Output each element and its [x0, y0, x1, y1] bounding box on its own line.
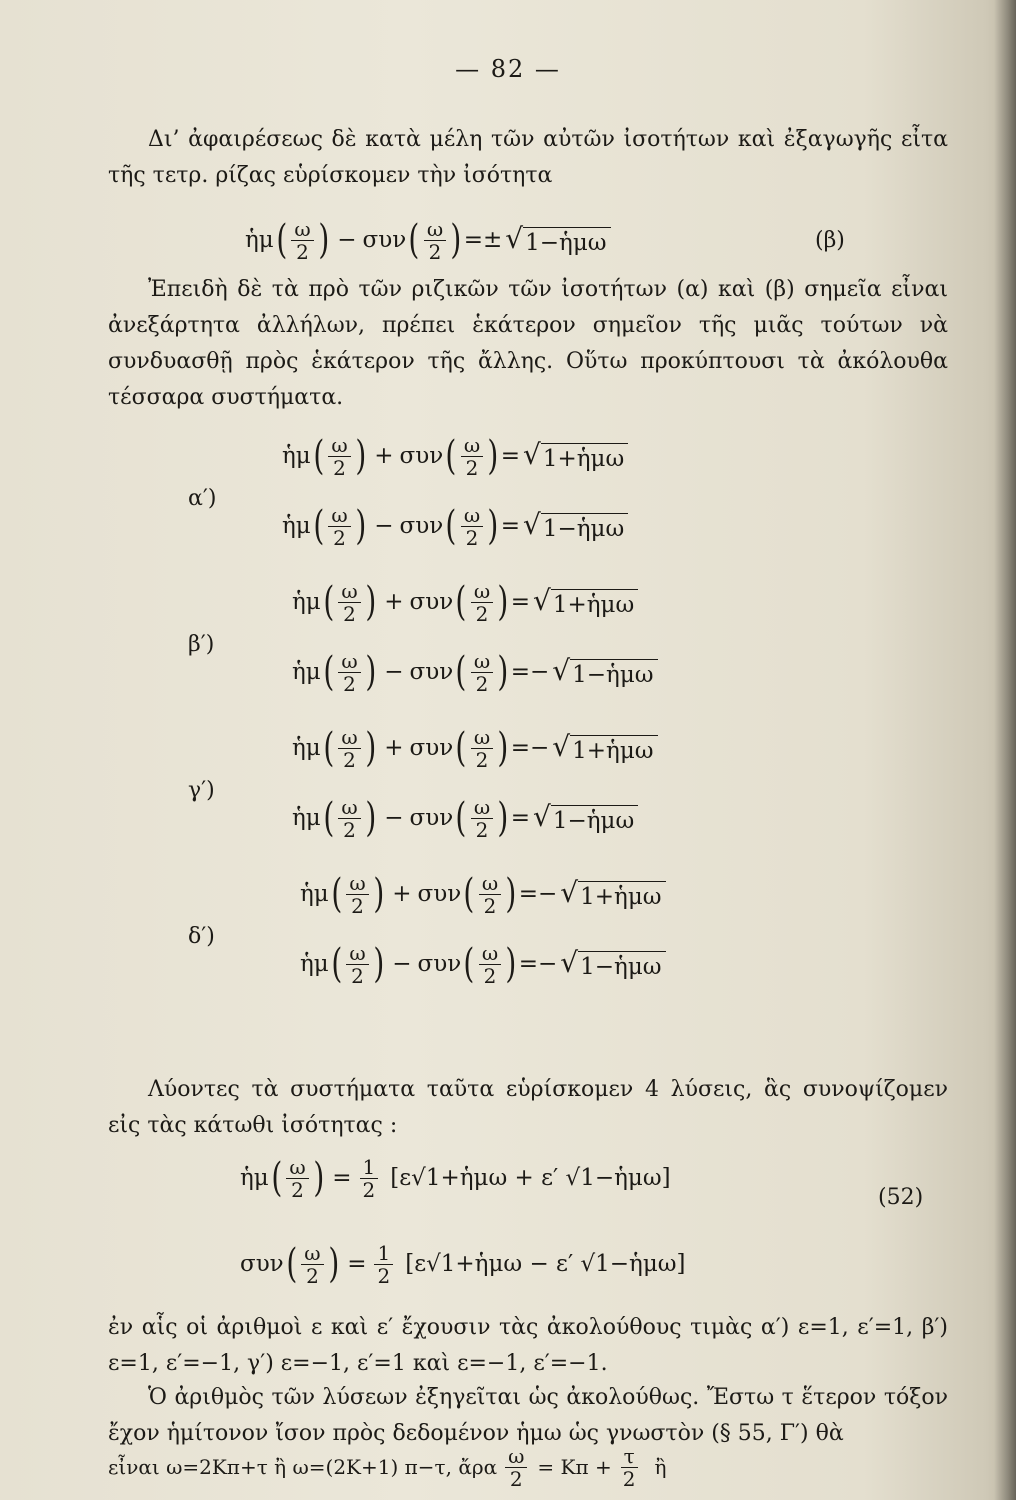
- paren-open: (: [455, 649, 467, 695]
- fraction-denominator: 2: [475, 671, 489, 696]
- square-root: [533, 802, 638, 834]
- paren-close: ): [497, 579, 509, 625]
- fraction-numerator: ω: [479, 942, 501, 965]
- paren-close: ): [364, 579, 376, 625]
- paren-open: (: [313, 503, 325, 549]
- fraction-denominator: 2: [475, 747, 489, 772]
- fraction-numerator: ω: [471, 726, 493, 749]
- fraction-numerator: 1: [374, 1242, 393, 1265]
- fraction-numerator: ω: [346, 942, 368, 965]
- fraction-denominator: 2: [475, 601, 489, 626]
- paren-open: (: [323, 725, 335, 771]
- paren-open: (: [455, 579, 467, 625]
- radical-icon: √: [552, 654, 571, 687]
- fraction-omega-half: [346, 942, 368, 987]
- paren-close: ): [450, 217, 462, 263]
- fraction-omega-half: [461, 434, 483, 479]
- radicand: 1−ἡμω: [523, 227, 610, 256]
- system-equation: [0, 498, 1016, 554]
- fraction-omega-half: [338, 650, 360, 695]
- fraction-denominator: 2: [428, 239, 442, 264]
- fraction-numerator: ω: [471, 796, 493, 819]
- cos-symbol: συν: [409, 735, 454, 761]
- paren-open: (: [331, 941, 343, 987]
- fraction-omega-half: [338, 796, 360, 841]
- fraction-denominator: 2: [343, 747, 356, 772]
- fraction-omega-half: [471, 796, 493, 841]
- paren-close: ): [372, 941, 384, 987]
- paragraph-epsilon-values: ἐν αἷς οἱ ἀριθμοὶ ε καὶ ε′ ἔχουσιν τὰς ἀκολούθους τιμὰς α′) ε=1, ε′=1, β′) ε=1, ε′=−1, γ′) ε=−1, ε′=1 καὶ ε=−1, ε′=−1.: [108, 1315, 948, 1376]
- fraction-numerator: ω: [338, 726, 360, 749]
- equation-label: (β): [815, 227, 845, 253]
- system-label: α′): [188, 486, 217, 511]
- fraction-omega-half: [346, 872, 368, 917]
- fraction-numerator: ω: [461, 434, 483, 457]
- paren-close: ): [364, 795, 376, 841]
- paren-close: ): [372, 871, 384, 917]
- fraction-omega-half: [328, 504, 350, 549]
- sin-symbol: ἡμ: [300, 881, 329, 907]
- cos-symbol: συν: [409, 589, 454, 615]
- cos-symbol: συν: [409, 805, 454, 831]
- fraction-denominator: 2: [291, 1177, 304, 1202]
- final-line-prefix: εἶναι ω=2Κπ+τ ἢ ω=(2Κ+1) π−τ, ἄρα: [108, 1455, 498, 1479]
- fraction-omega-half: [505, 1445, 527, 1490]
- equation-body: [292, 720, 658, 776]
- fraction-numerator: ω: [328, 434, 350, 457]
- system-label: γ′): [188, 778, 215, 803]
- system-label: δ′): [188, 924, 215, 949]
- system-equation: [0, 574, 1016, 630]
- operator-sign: −: [384, 805, 404, 831]
- fraction-denominator: 2: [475, 817, 489, 842]
- fraction-numerator: ω: [479, 872, 501, 895]
- relation-sign: =−: [510, 735, 550, 761]
- relation-sign: =−: [518, 951, 558, 977]
- paragraph-intro: Δι’ ἀφαιρέσεως δὲ κατὰ μέλη τῶν αὐτῶν ἰσοτήτων καὶ ἐξαγωγῆς εἶτα τῆς τετρ. ρίζας εὑρίσκομεν τὴν ἰσότητα: [108, 127, 948, 188]
- paren-open: (: [271, 1155, 283, 1201]
- paren-open: (: [313, 433, 325, 479]
- radicand: 1−ἡμω: [541, 513, 628, 542]
- sin-symbol: ἡμ: [282, 513, 311, 539]
- fraction-one-half: [374, 1242, 393, 1287]
- sin-symbol: ἡμ: [292, 589, 321, 615]
- sin-symbol: ἡμ: [245, 227, 274, 253]
- paragraph-systems-intro: Ἐπειδὴ δὲ τὰ πρὸ τῶν ριζικῶν τῶν ἰσοτήτων (α) καὶ (β) σημεῖα εἶναι ἀνεξάρτητα ἀλλήλων, πρέπει ἑκάτερον σημεῖον τῆς μιᾶς τούτων νὰ συνδυασθῇ πρὸς ἑκάτερον τῆς ἄλλης. Οὕτω προκύπτουσι τὰ ἀκόλουθα τέσσαρα συστήματα.: [108, 277, 948, 410]
- square-root: [533, 586, 638, 618]
- sin-symbol: ἡμ: [292, 659, 321, 685]
- operator-sign: +: [384, 735, 404, 761]
- fraction-omega-half: [291, 218, 313, 263]
- final-line-mid: = Κπ +: [537, 1455, 612, 1479]
- cos-symbol: συν: [362, 227, 407, 253]
- radical-icon: √: [560, 946, 579, 979]
- system-equation: [0, 936, 1016, 992]
- sin-symbol: ἡμ: [292, 735, 321, 761]
- radicand: 1+ἡμω: [551, 589, 638, 618]
- paren-open: (: [323, 795, 335, 841]
- system-equation: [0, 644, 1016, 700]
- paren-open: (: [323, 579, 335, 625]
- fraction-numerator: ω: [471, 580, 493, 603]
- relation-sign: =: [510, 805, 531, 831]
- paren-close: ): [354, 503, 366, 549]
- equation-body: [292, 790, 638, 846]
- fraction-tau-half: [620, 1445, 639, 1490]
- relation-sign: =: [500, 513, 521, 539]
- paren-close: ): [327, 1241, 339, 1287]
- fraction-numerator: 1: [360, 1156, 379, 1179]
- paren-open: (: [463, 871, 475, 917]
- equation-body: [292, 574, 638, 630]
- fraction-numerator: ω: [301, 1242, 323, 1265]
- fraction-denominator: 2: [306, 1263, 319, 1288]
- paren-open: (: [445, 503, 457, 549]
- fraction-omega-half: [471, 650, 493, 695]
- radicand: 1+ἡμω: [570, 735, 657, 764]
- fraction-numerator: ω: [505, 1445, 527, 1468]
- fraction-denominator: 2: [343, 817, 356, 842]
- fraction-one-half: [360, 1156, 379, 1201]
- fraction-denominator: 2: [622, 1466, 636, 1491]
- fraction-denominator: 2: [343, 601, 356, 626]
- equation-52-sin: [0, 1150, 1016, 1206]
- radical-icon: √: [533, 800, 551, 833]
- fraction-omega-half: [286, 1156, 308, 1201]
- fraction-omega-half: [328, 434, 350, 479]
- equation-52-cos: [0, 1236, 1016, 1292]
- fraction-numerator: ω: [328, 504, 350, 527]
- paren-open: (: [455, 795, 467, 841]
- equation-body: [282, 428, 628, 484]
- fraction-denominator: 2: [483, 963, 497, 988]
- fraction-denominator: 2: [296, 239, 309, 264]
- fraction-denominator: 2: [333, 525, 346, 550]
- operator-sign: +: [374, 443, 394, 469]
- fraction-numerator: ω: [338, 796, 360, 819]
- minus-sign: −: [337, 227, 357, 253]
- fraction-numerator: ω: [471, 650, 493, 673]
- paragraph-explanation: Ὁ ἀριθμὸς τῶν λύσεων ἐξηγεῖται ὡς ἀκολούθως. Ἔστω τ ἕτερον τόξον ἔχον ἡμίτονον ἴσον πρὸς δεδομένον ἡμω ὡς γνωστὸν (§ 55, Γ′) θὰ: [108, 1385, 948, 1446]
- equation-body: [292, 644, 658, 700]
- square-root: [552, 732, 657, 764]
- system-label: β′): [188, 632, 215, 657]
- paren-close: ): [364, 649, 376, 695]
- operator-sign: +: [384, 589, 404, 615]
- fraction-omega-half: [424, 218, 446, 263]
- cos-symbol: συν: [417, 951, 462, 977]
- bracket-expression: [ε√1+ἡμω − ε′ √1−ἡμω]: [405, 1251, 686, 1277]
- fraction-omega-half: [338, 726, 360, 771]
- fraction-numerator: ω: [338, 580, 360, 603]
- fraction-numerator: ω: [346, 872, 368, 895]
- radical-icon: √: [533, 584, 551, 617]
- bracket-expression: [ε√1+ἡμω + ε′ √1−ἡμω]: [390, 1165, 671, 1191]
- system-equation: [0, 866, 1016, 922]
- paren-open: (: [276, 217, 288, 263]
- fraction-numerator: ω: [338, 650, 360, 673]
- paragraph-solutions: Λύοντες τὰ συστήματα ταῦτα εὑρίσκομεν 4 λύσεις, ἃς συνοψίζομεν εἰς τὰς κάτωθι ἰσότητας :: [108, 1077, 948, 1138]
- final-line: [108, 1445, 968, 1489]
- equation-label: (52): [878, 1185, 924, 1210]
- fraction-omega-half: [471, 580, 493, 625]
- equation-beta: [0, 212, 1016, 268]
- equals-plus-minus: =±: [463, 227, 503, 253]
- fraction-denominator: 2: [333, 455, 346, 480]
- final-line-end: ἢ: [654, 1455, 667, 1479]
- cos-symbol: συν: [240, 1251, 284, 1277]
- fraction-omega-half: [471, 726, 493, 771]
- fraction-denominator: 2: [509, 1466, 523, 1491]
- cos-symbol: συν: [399, 443, 444, 469]
- operator-sign: +: [392, 881, 412, 907]
- square-root: [552, 656, 657, 688]
- paren-open: (: [323, 649, 335, 695]
- page-number: — 82 —: [455, 55, 561, 83]
- square-root: [560, 878, 665, 910]
- paren-close: ): [312, 1155, 324, 1201]
- equals-sign: =: [332, 1165, 352, 1191]
- fraction-denominator: 2: [377, 1263, 391, 1288]
- relation-sign: =−: [518, 881, 558, 907]
- paren-close: ): [497, 649, 509, 695]
- radicand: 1+ἡμω: [578, 881, 665, 910]
- paren-open: (: [463, 941, 475, 987]
- radicand: 1+ἡμω: [541, 443, 628, 472]
- sin-symbol: ἡμ: [240, 1165, 269, 1191]
- square-root: [523, 440, 628, 472]
- operator-sign: −: [374, 513, 394, 539]
- system-equation: [0, 720, 1016, 776]
- paren-close: ): [505, 871, 517, 917]
- relation-sign: =: [510, 589, 531, 615]
- fraction-numerator: ω: [286, 1156, 308, 1179]
- paren-open: (: [408, 217, 420, 263]
- fraction-denominator: 2: [362, 1177, 376, 1202]
- square-root: [505, 224, 610, 256]
- relation-sign: =: [500, 443, 521, 469]
- radical-icon: √: [523, 438, 541, 471]
- fraction-omega-half: [479, 872, 501, 917]
- fraction-denominator: 2: [483, 893, 497, 918]
- fraction-denominator: 2: [351, 963, 364, 988]
- fraction-numerator: ω: [291, 218, 313, 241]
- radical-icon: √: [505, 222, 524, 255]
- square-root: [523, 510, 628, 542]
- paren-close: ): [497, 725, 509, 771]
- paren-close: ): [364, 725, 376, 771]
- paren-close: ): [505, 941, 517, 987]
- fraction-omega-half: [338, 580, 360, 625]
- radicand: 1−ἡμω: [570, 659, 657, 688]
- square-root: [560, 948, 665, 980]
- fraction-numerator: ω: [461, 504, 483, 527]
- operator-sign: −: [392, 951, 412, 977]
- cos-symbol: συν: [409, 659, 454, 685]
- fraction-denominator: 2: [343, 671, 356, 696]
- system-equation: [0, 428, 1016, 484]
- cos-symbol: συν: [399, 513, 444, 539]
- paren-close: ): [487, 433, 499, 479]
- radical-icon: √: [560, 876, 579, 909]
- fraction-numerator: ω: [424, 218, 446, 241]
- sin-symbol: ἡμ: [282, 443, 311, 469]
- paren-close: ): [487, 503, 499, 549]
- relation-sign: =−: [510, 659, 550, 685]
- equation-body: [282, 498, 628, 554]
- fraction-denominator: 2: [351, 893, 364, 918]
- fraction-omega-half: [301, 1242, 323, 1287]
- sin-symbol: ἡμ: [292, 805, 321, 831]
- paren-open: (: [445, 433, 457, 479]
- fraction-omega-half: [461, 504, 483, 549]
- paren-open: (: [286, 1241, 297, 1287]
- fraction-denominator: 2: [465, 455, 479, 480]
- radical-icon: √: [523, 508, 541, 541]
- fraction-denominator: 2: [465, 525, 479, 550]
- system-equation: [0, 790, 1016, 846]
- equation-body: [300, 936, 666, 992]
- sin-symbol: ἡμ: [300, 951, 329, 977]
- radical-icon: √: [552, 730, 571, 763]
- equation-body: [300, 866, 666, 922]
- radicand: 1−ἡμω: [551, 805, 638, 834]
- cos-symbol: συν: [417, 881, 462, 907]
- operator-sign: −: [384, 659, 404, 685]
- paren-open: (: [455, 725, 467, 771]
- paren-close: ): [497, 795, 509, 841]
- fraction-omega-half: [479, 942, 501, 987]
- paren-open: (: [331, 871, 343, 917]
- equals-sign: =: [347, 1251, 367, 1277]
- radicand: 1−ἡμω: [578, 951, 665, 980]
- paren-close: ): [317, 217, 329, 263]
- paren-close: ): [354, 433, 366, 479]
- fraction-numerator: τ: [621, 1445, 638, 1468]
